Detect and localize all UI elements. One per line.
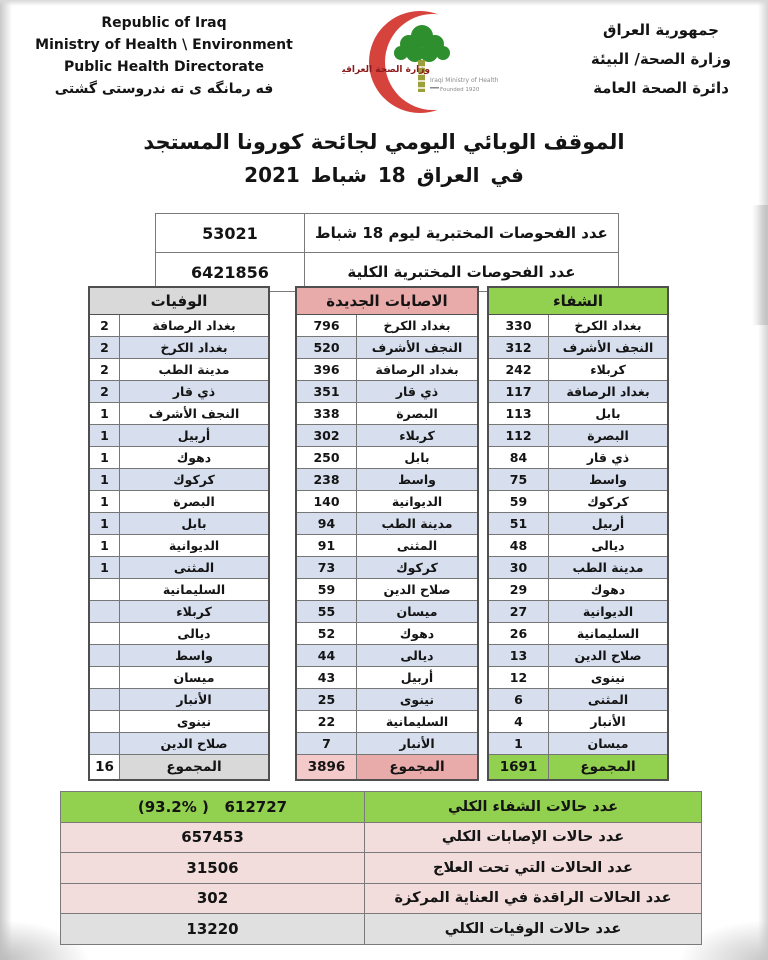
row-governorate: الديوانية [582, 604, 634, 619]
table-row [489, 623, 667, 645]
row-governorate: بغداد الكرخ [160, 340, 228, 355]
total-tests-label: عدد الفحوصات المختبرية الكلية [347, 263, 576, 281]
table-row [489, 403, 667, 425]
table-row [90, 491, 268, 513]
table-row [489, 535, 667, 557]
recovered-total-row [489, 755, 667, 779]
summary-row [61, 792, 701, 823]
row-governorate: بغداد الرصافة [566, 384, 650, 399]
table-row [297, 711, 477, 733]
row-governorate: أربيل [400, 670, 434, 685]
row-value: 48 [489, 535, 549, 556]
row-value: 2 [90, 315, 120, 336]
table-row [489, 667, 667, 689]
row-governorate: دهوك [590, 582, 626, 597]
row-governorate: السليمانية [385, 714, 449, 729]
row-governorate: ذي قار [172, 384, 216, 399]
header-arabic-line2: وزارة الصحة/ البيئة [590, 50, 732, 68]
row-value: 302 [297, 425, 357, 446]
row-governorate: المثنى [173, 560, 215, 575]
row-value: 112 [489, 425, 549, 446]
row-value [90, 733, 120, 754]
row-governorate: بابل [595, 406, 621, 421]
row-value: 7 [297, 733, 357, 754]
row-value: 27 [489, 601, 549, 622]
row-value: 520 [297, 337, 357, 358]
row-value: 51 [489, 513, 549, 534]
row-governorate: بغداد الرصافة [375, 362, 459, 377]
row-value: 140 [297, 491, 357, 512]
row-value [90, 645, 120, 666]
table-row [297, 623, 477, 645]
row-governorate: ذي قار [395, 384, 439, 399]
row-value [90, 601, 120, 622]
row-value: 2 [90, 381, 120, 402]
lab-tests-table [155, 213, 619, 292]
header-english-line3: Public Health Directorate [64, 59, 264, 75]
table-row [489, 733, 667, 755]
table-row [90, 645, 268, 667]
row-value: 113 [489, 403, 549, 424]
summary-value: 13220 [61, 914, 365, 944]
table-row [297, 513, 477, 535]
table-row [90, 623, 268, 645]
row-value: 1 [90, 425, 120, 446]
row-governorate: بغداد الرصافة [152, 318, 236, 333]
row-value: 22 [297, 711, 357, 732]
table-row [297, 359, 477, 381]
deaths-total-value: 16 [90, 755, 120, 779]
summary-row [61, 823, 701, 854]
row-governorate: صلاح الدين [160, 736, 228, 751]
table-row [90, 667, 268, 689]
table-row [489, 337, 667, 359]
deaths-table [88, 286, 270, 781]
row-value: 94 [297, 513, 357, 534]
row-governorate: ذي قار [586, 450, 630, 465]
new-cases-total-value: 3896 [297, 755, 357, 779]
table-row [90, 711, 268, 733]
table-row [90, 513, 268, 535]
row-value: 91 [297, 535, 357, 556]
row-value: 73 [297, 557, 357, 578]
deaths-table-body [90, 315, 268, 755]
row-governorate: ميسان [173, 670, 215, 685]
row-value: 30 [489, 557, 549, 578]
recovered-table-header: الشفاء [489, 288, 667, 315]
new-cases-total-label: المجموع [357, 755, 477, 779]
row-value: 1 [90, 403, 120, 424]
photo-edge-right-band [752, 205, 768, 325]
row-governorate: مدينة الطب [158, 362, 230, 377]
table-row [156, 214, 618, 252]
row-governorate: دهوك [176, 450, 212, 465]
header-english-line1: Republic of Iraq [101, 15, 227, 31]
row-governorate: البصرة [396, 406, 438, 421]
recovered-total-label: المجموع [549, 755, 667, 779]
row-value: 59 [297, 579, 357, 600]
table-row [90, 337, 268, 359]
row-value: 59 [489, 491, 549, 512]
ministry-logo [342, 6, 518, 120]
table-row [297, 381, 477, 403]
report-title [0, 126, 768, 192]
table-row [297, 403, 477, 425]
row-value: 396 [297, 359, 357, 380]
summary-value: (93.2% ) 612727 [61, 792, 365, 822]
table-row [90, 535, 268, 557]
header-arabic-line3: دائرة الصحة العامة [593, 79, 729, 97]
table-row [90, 447, 268, 469]
row-value: 12 [489, 667, 549, 688]
table-row [489, 381, 667, 403]
table-row [489, 711, 667, 733]
row-governorate: الديوانية [391, 494, 443, 509]
recovered-table [487, 286, 669, 781]
table-row [297, 491, 477, 513]
row-governorate: كركوك [587, 494, 629, 509]
row-governorate: الأنبار [399, 736, 435, 751]
row-governorate: كربلاء [399, 428, 435, 443]
row-value: 43 [297, 667, 357, 688]
table-row [90, 601, 268, 623]
row-governorate: صلاح الدين [383, 582, 451, 597]
table-row [297, 645, 477, 667]
row-governorate: البصرة [173, 494, 215, 509]
row-value: 6 [489, 689, 549, 710]
svg-text:Founded 1920: Founded 1920 [440, 87, 480, 93]
row-governorate: بغداد الكرخ [383, 318, 451, 333]
row-value: 330 [489, 315, 549, 336]
row-value: 2 [90, 337, 120, 358]
summary-label: عدد حالات الوفيات الكلي [365, 914, 701, 944]
row-value [90, 623, 120, 644]
row-value: 338 [297, 403, 357, 424]
table-row [489, 513, 667, 535]
row-governorate: بابل [404, 450, 430, 465]
table-row [90, 557, 268, 579]
table-row [90, 733, 268, 755]
table-row [297, 733, 477, 755]
table-row [297, 667, 477, 689]
row-governorate: واسط [589, 472, 627, 487]
new-cases-table [295, 286, 479, 781]
row-value: 55 [297, 601, 357, 622]
report-title-line1: الموقف الوبائي اليومي لجائحة كورونا المستجد [143, 130, 625, 154]
row-governorate: كربلاء [176, 604, 212, 619]
row-governorate: ديالى [400, 648, 434, 663]
row-value: 44 [297, 645, 357, 666]
row-value: 1 [90, 469, 120, 490]
total-tests-value: 6421856 [156, 253, 305, 291]
table-row [90, 579, 268, 601]
report-title-line2: في العراق 18 شباط 2021 [244, 163, 524, 187]
row-governorate: ميسان [396, 604, 438, 619]
row-value: 312 [489, 337, 549, 358]
table-row [489, 557, 667, 579]
table-row [297, 535, 477, 557]
summary-row [61, 853, 701, 884]
table-row [297, 315, 477, 337]
header-arabic-line1: جمهورية العراق [603, 21, 719, 39]
row-governorate: كركوك [396, 560, 438, 575]
row-value: 1 [90, 535, 120, 556]
table-row [489, 601, 667, 623]
table-row [90, 425, 268, 447]
row-value: 238 [297, 469, 357, 490]
summary-row [61, 884, 701, 915]
table-row [489, 491, 667, 513]
daily-tests-value: 53021 [156, 214, 305, 252]
row-value: 117 [489, 381, 549, 402]
summary-row [61, 914, 701, 944]
table-row [489, 579, 667, 601]
table-row [489, 469, 667, 491]
row-governorate: نينوى [399, 692, 435, 707]
row-value: 13 [489, 645, 549, 666]
row-governorate: دهوك [399, 626, 435, 641]
recovered-total-value: 1691 [489, 755, 549, 779]
table-row [297, 469, 477, 491]
row-governorate: واسط [175, 648, 213, 663]
row-value [90, 711, 120, 732]
new-cases-table-header: الاصابات الجديدة [297, 288, 477, 315]
deaths-total-row [90, 755, 268, 779]
row-governorate: السليمانية [576, 626, 640, 641]
header-arabic-block [568, 16, 754, 103]
row-value: 75 [489, 469, 549, 490]
new-cases-total-row [297, 755, 477, 779]
row-value: 26 [489, 623, 549, 644]
table-row [489, 359, 667, 381]
row-governorate: أربيل [177, 428, 211, 443]
header-english-block [28, 12, 300, 100]
summary-label: عدد الحالات التي تحت العلاج [365, 853, 701, 883]
row-governorate: بابل [181, 516, 207, 531]
table-row [90, 315, 268, 337]
table-row [297, 557, 477, 579]
table-row [90, 469, 268, 491]
row-governorate: مدينة الطب [572, 560, 644, 575]
table-row [489, 689, 667, 711]
summary-value: 31506 [61, 853, 365, 883]
row-governorate: ميسان [587, 736, 629, 751]
row-governorate: المثنى [396, 538, 438, 553]
row-value: 29 [489, 579, 549, 600]
row-governorate: بغداد الكرخ [574, 318, 642, 333]
summary-value: 302 [61, 884, 365, 914]
row-value: 84 [489, 447, 549, 468]
row-value: 1 [90, 491, 120, 512]
row-value: 250 [297, 447, 357, 468]
table-row [297, 601, 477, 623]
table-row [297, 579, 477, 601]
row-value: 1 [90, 447, 120, 468]
row-governorate: الأنبار [176, 692, 212, 707]
row-value: 796 [297, 315, 357, 336]
row-governorate: ديالى [177, 626, 211, 641]
row-value: 52 [297, 623, 357, 644]
row-governorate: النجف الأشرف [562, 340, 654, 355]
row-governorate: كركوك [173, 472, 215, 487]
row-value [90, 667, 120, 688]
row-governorate: الديوانية [168, 538, 220, 553]
row-governorate: نينوى [176, 714, 212, 729]
row-value: 1 [90, 513, 120, 534]
new-cases-table-body [297, 315, 477, 755]
row-value: 1 [90, 557, 120, 578]
row-governorate: النجف الأشرف [148, 406, 240, 421]
row-value: 25 [297, 689, 357, 710]
row-value [90, 689, 120, 710]
row-value [90, 579, 120, 600]
table-row [90, 403, 268, 425]
table-row [489, 315, 667, 337]
header-kurdish-line: فه رمانگه ی ته ندروستی گشتی [54, 81, 274, 97]
red-crescent-icon [342, 6, 518, 120]
summary-table [60, 791, 702, 945]
row-governorate: صلاح الدين [574, 648, 642, 663]
table-row [297, 425, 477, 447]
row-governorate: النجف الأشرف [371, 340, 463, 355]
table-row [90, 689, 268, 711]
svg-text:وزارة الصحة العراقية: وزارة الصحة العراقية [342, 65, 430, 75]
daily-tests-label: عدد الفحوصات المختبرية ليوم 18 شباط [315, 224, 608, 242]
table-row [297, 447, 477, 469]
table-row [489, 425, 667, 447]
row-governorate: واسط [398, 472, 436, 487]
deaths-table-header: الوفيات [90, 288, 268, 315]
row-governorate: نينوى [590, 670, 626, 685]
row-governorate: أربيل [591, 516, 625, 531]
row-value: 351 [297, 381, 357, 402]
row-governorate: البصرة [587, 428, 629, 443]
table-row [297, 689, 477, 711]
row-governorate: ديالى [591, 538, 625, 553]
svg-text:Iraqi Ministry of Health: Iraqi Ministry of Health [430, 77, 499, 84]
row-governorate: مدينة الطب [381, 516, 453, 531]
row-value: 242 [489, 359, 549, 380]
table-row [297, 337, 477, 359]
summary-label: عدد الحالات الراقدة في العناية المركزة [365, 884, 701, 914]
table-row [90, 381, 268, 403]
row-governorate: الأنبار [590, 714, 626, 729]
recovered-table-body [489, 315, 667, 755]
row-governorate: المثنى [587, 692, 629, 707]
table-row [489, 447, 667, 469]
header-english-line2: Ministry of Health \ Environment [35, 37, 293, 53]
summary-value: 657453 [61, 823, 365, 853]
row-value: 1 [489, 733, 549, 754]
deaths-total-label: المجموع [120, 755, 268, 779]
row-governorate: كربلاء [590, 362, 626, 377]
row-value: 2 [90, 359, 120, 380]
summary-label: عدد حالات الإصابات الكلي [365, 823, 701, 853]
row-value: 4 [489, 711, 549, 732]
summary-label: عدد حالات الشفاء الكلي [365, 792, 701, 822]
table-row [90, 359, 268, 381]
row-governorate: السليمانية [162, 582, 226, 597]
table-row [489, 645, 667, 667]
